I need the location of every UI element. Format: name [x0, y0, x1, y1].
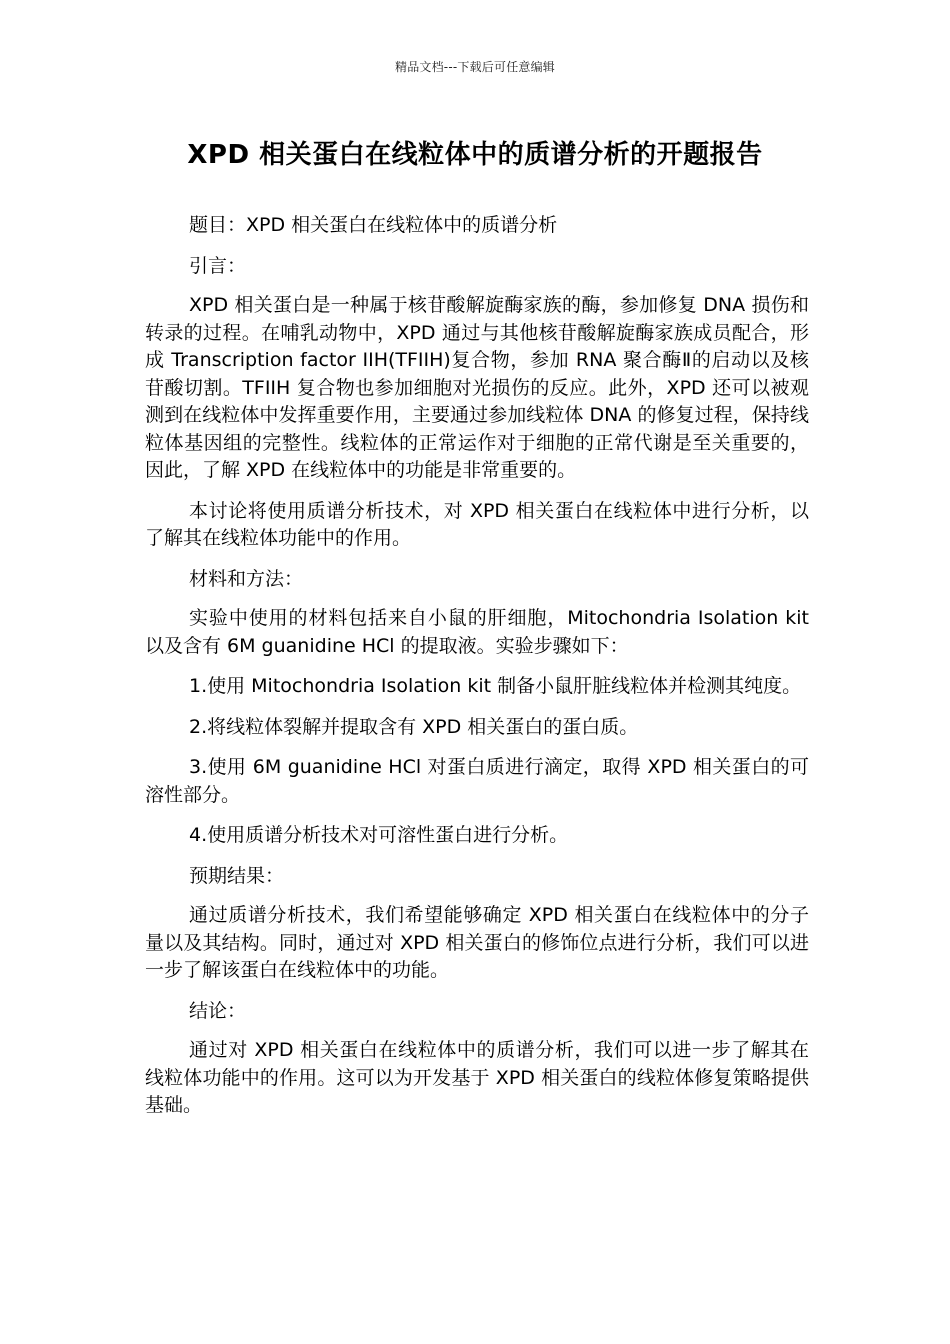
paragraph-introduction: XPD 相关蛋白是一种属于核苷酸解旋酶家族的酶，参加修复 DNA 损伤和转录的过程。在哺乳动物中，XPD 通过与其他核苷酸解旋酶家族成员配合，形成 Transcription factor IIH(TFIIH)复合物，参加 RNA 聚合酶Ⅱ的启动以及核苷酸切割。TFIIH 复合物也参加细胞对光损伤的反应。此外，XPD 还可以被观测到在线粒体中发挥重要作用，主要通过参加线粒体 DNA 的修复过程，保持线粒体基因组的完整性。线粒体的正常运作对于细胞的正常代谢是至关重要的，因此，了解 XPD 在线粒体中的功能是非常重要的。 [145, 294, 809, 481]
paragraph-study-aim: 本讨论将使用质谱分析技术，对 XPD 相关蛋白在线粒体中进行分析，以了解其在线粒体功能中的作用。 [145, 499, 809, 549]
method-step-3: 3.使用 6M guanidine HCl 对蛋白质进行滴定，取得 XPD 相关蛋白的可溶性部分。 [145, 756, 809, 806]
document-body [145, 212, 809, 1133]
method-step-4: 4.使用质谱分析技术对可溶性蛋白进行分析。 [189, 824, 569, 846]
document-title: XPD 相关蛋白在线粒体中的质谱分析的开题报告 [187, 140, 763, 170]
paragraph-materials: 实验中使用的材料包括来自小鼠的肝细胞，Mitochondria Isolation kit 以及含有 6M guanidine HCl 的提取液。实验步骤如下： [145, 607, 809, 657]
header-note: 精品文档---下载后可任意编辑 [395, 60, 555, 74]
method-step-1: 1.使用 Mitochondria Isolation kit 制备小鼠肝脏线粒体并检测其纯度。 [189, 675, 802, 697]
method-step-2: 2.将线粒体裂解并提取含有 XPD 相关蛋白的蛋白质。 [189, 715, 639, 738]
paragraph-conclusion: 通过对 XPD 相关蛋白在线粒体中的质谱分析，我们可以进一步了解其在线粒体功能中的作用。这可以为开发基于 XPD 相关蛋白的线粒体修复策略提供基础。 [145, 1039, 809, 1116]
section-heading-introduction: 引言： [189, 254, 247, 277]
section-heading-conclusion: 结论： [189, 999, 247, 1022]
section-heading-methods: 材料和方法： [189, 567, 304, 590]
topic-line: 题目：XPD 相关蛋白在线粒体中的质谱分析 [189, 214, 558, 236]
paragraph-expected-results: 通过质谱分析技术，我们希望能够确定 XPD 相关蛋白在线粒体中的分子量以及其结构。同时，通过对 XPD 相关蛋白的修饰位点进行分析，我们可以进一步了解该蛋白在线粒体中的功能。 [145, 904, 809, 981]
section-heading-expected-results: 预期结果： [189, 864, 285, 887]
